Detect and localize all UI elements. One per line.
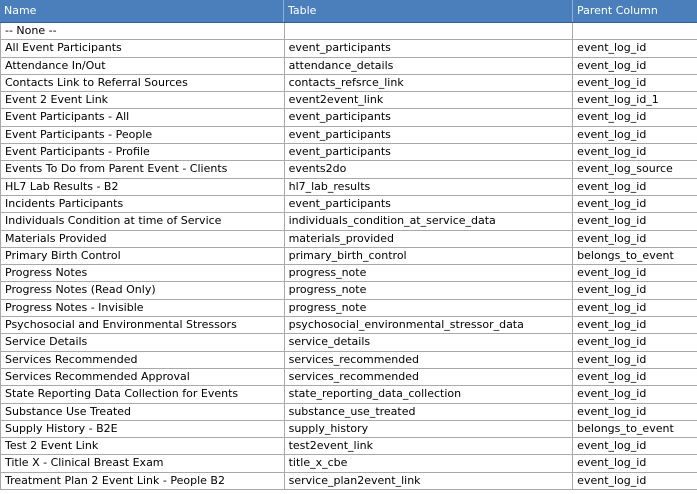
row-table-cell[interactable]: hl7_lab_results (285, 179, 574, 195)
row-name-cell[interactable]: Event 2 Event Link (1, 92, 285, 108)
row-table-cell[interactable]: event_participants (285, 109, 574, 125)
row-name-cell[interactable]: Title X - Clinical Breast Exam (1, 455, 285, 471)
row-table-cell[interactable]: title_x_cbe (285, 455, 574, 471)
row-parent-column-cell[interactable]: event_log_id (577, 352, 647, 366)
row-parent-column-cell[interactable] (573, 23, 697, 39)
table-row[interactable] (1, 421, 697, 438)
table-row[interactable] (1, 213, 697, 230)
row-parent-column-cell[interactable]: event_log_id (577, 266, 647, 280)
table-row[interactable] (1, 282, 697, 299)
row-parent-column-cell[interactable]: event_log_id (577, 179, 647, 193)
row-table-cell[interactable]: event_participants (285, 196, 574, 212)
row-table-cell[interactable]: state_reporting_data_collection (285, 386, 574, 402)
row-parent-column-cell[interactable]: event_log_id_1 (577, 93, 659, 107)
row-name-cell[interactable]: All Event Participants (1, 40, 285, 56)
row-table-cell[interactable]: progress_note (285, 265, 574, 281)
row-parent-column-cell[interactable]: event_log_id (577, 196, 647, 210)
table-row[interactable] (1, 369, 697, 386)
table-row[interactable] (1, 300, 697, 317)
grid-header (0, 0, 697, 23)
row-table-cell[interactable]: individuals_condition_at_service_data (285, 213, 574, 229)
row-name-cell[interactable]: Supply History - B2E (1, 421, 285, 437)
row-name-cell[interactable]: Services Recommended (1, 352, 285, 368)
row-name-cell[interactable]: Service Details (1, 334, 285, 350)
row-name-cell[interactable]: Event Participants - All (1, 109, 285, 125)
row-parent-column-cell[interactable]: event_log_id (577, 473, 647, 487)
row-parent-column-cell[interactable]: event_log_id (577, 283, 647, 297)
row-parent-column-cell[interactable]: event_log_id (577, 127, 647, 141)
row-name-cell[interactable]: Services Recommended Approval (1, 369, 285, 385)
table-row[interactable] (1, 386, 697, 403)
row-name-cell[interactable]: Contacts Link to Referral Sources (1, 75, 285, 91)
row-name-cell[interactable]: Events To Do from Parent Event - Clients (1, 161, 285, 177)
row-table-cell[interactable]: service_plan2event_link (285, 473, 574, 489)
table-row[interactable] (1, 473, 697, 490)
row-parent-column-cell[interactable]: event_log_source (577, 162, 673, 176)
row-name-cell[interactable]: Event Participants - Profile (1, 144, 285, 160)
row-name-cell[interactable]: Substance Use Treated (1, 404, 285, 420)
row-parent-column-cell[interactable]: event_log_id (577, 110, 647, 124)
row-name-cell[interactable]: Attendance In/Out (1, 58, 285, 74)
row-table-cell[interactable]: supply_history (285, 421, 574, 437)
table-row[interactable] (1, 179, 697, 196)
row-table-cell[interactable]: event_participants (285, 144, 574, 160)
grid-body (0, 23, 697, 490)
row-parent-column-cell[interactable]: belongs_to_event (577, 421, 674, 435)
row-table-cell[interactable]: events2do (285, 161, 574, 177)
row-parent-column-cell[interactable]: belongs_to_event (577, 248, 674, 262)
row-table-cell[interactable]: attendance_details (285, 58, 574, 74)
table-row[interactable] (1, 58, 697, 75)
row-parent-column-cell[interactable]: event_log_id (577, 439, 647, 453)
row-parent-column-cell[interactable]: event_log_id (577, 145, 647, 159)
table-row[interactable] (1, 92, 697, 109)
row-name-cell[interactable]: Test 2 Event Link (1, 438, 285, 454)
column-header-name[interactable]: Name (0, 0, 284, 22)
row-name-cell[interactable]: -- None -- (1, 23, 285, 39)
row-parent-column-cell[interactable]: event_log_id (577, 387, 647, 401)
table-row[interactable] (1, 265, 697, 282)
row-parent-column-cell[interactable]: event_log_id (577, 335, 647, 349)
table-row[interactable] (1, 231, 697, 248)
table-row[interactable] (1, 23, 697, 40)
table-row[interactable] (1, 40, 697, 57)
row-name-cell[interactable]: Treatment Plan 2 Event Link - People B2 (1, 473, 285, 489)
table-row[interactable] (1, 248, 697, 265)
table-row[interactable] (1, 75, 697, 92)
row-table-cell[interactable]: services_recommended (285, 352, 574, 368)
row-name-cell[interactable]: Incidents Participants (1, 196, 285, 212)
row-parent-column-cell[interactable]: event_log_id (577, 231, 647, 245)
table-row[interactable] (1, 161, 697, 178)
row-name-cell[interactable]: Progress Notes - Invisible (1, 300, 285, 316)
table-row[interactable] (1, 109, 697, 126)
row-table-cell[interactable]: progress_note (285, 300, 574, 316)
table-row[interactable] (1, 196, 697, 213)
row-table-cell[interactable]: psychosocial_environmental_stressor_data (285, 317, 574, 333)
column-header-table[interactable]: Table (284, 0, 573, 22)
row-name-cell[interactable]: Progress Notes (1, 265, 285, 281)
row-table-cell[interactable]: primary_birth_control (285, 248, 574, 264)
table-row[interactable] (1, 144, 697, 161)
row-name-cell[interactable]: Primary Birth Control (1, 248, 285, 264)
row-table-cell[interactable]: contacts_refsrce_link (285, 75, 574, 91)
row-table-cell[interactable]: substance_use_treated (285, 404, 574, 420)
row-parent-column-cell[interactable]: event_log_id (577, 214, 647, 228)
row-parent-column-cell[interactable]: event_log_id (577, 75, 647, 89)
row-table-cell[interactable]: test2event_link (285, 438, 574, 454)
row-table-cell[interactable]: materials_provided (285, 231, 574, 247)
table-row[interactable] (1, 334, 697, 351)
row-table-cell[interactable] (285, 23, 574, 39)
row-table-cell[interactable]: event2event_link (285, 92, 574, 108)
row-table-cell[interactable]: progress_note (285, 282, 574, 298)
row-name-cell[interactable]: Individuals Condition at time of Service (1, 213, 285, 229)
row-parent-column-cell[interactable]: event_log_id (577, 41, 647, 55)
row-parent-column-cell[interactable]: event_log_id (577, 318, 647, 332)
row-name-cell[interactable]: Event Participants - People (1, 127, 285, 143)
row-table-cell[interactable]: event_participants (285, 127, 574, 143)
row-table-cell[interactable]: event_participants (285, 40, 574, 56)
row-table-cell[interactable]: services_recommended (285, 369, 574, 385)
row-name-cell[interactable]: State Reporting Data Collection for Events (1, 386, 285, 402)
row-parent-column-cell[interactable]: event_log_id (577, 58, 647, 72)
row-parent-column-cell[interactable]: event_log_id (577, 456, 647, 470)
row-parent-column-cell[interactable]: event_log_id (577, 404, 647, 418)
table-row[interactable] (1, 404, 697, 421)
table-row[interactable] (1, 317, 697, 334)
row-parent-column-cell[interactable]: event_log_id (577, 300, 647, 314)
table-row[interactable] (1, 455, 697, 472)
table-row[interactable] (1, 127, 697, 144)
row-table-cell[interactable]: service_details (285, 334, 574, 350)
row-name-cell[interactable]: Psychosocial and Environmental Stressors (1, 317, 285, 333)
row-name-cell[interactable]: HL7 Lab Results - B2 (1, 179, 285, 195)
table-row[interactable] (1, 352, 697, 369)
row-name-cell[interactable]: Progress Notes (Read Only) (1, 282, 285, 298)
column-header-parent-column[interactable]: Parent Column (577, 4, 658, 17)
row-name-cell[interactable]: Materials Provided (1, 231, 285, 247)
row-parent-column-cell[interactable]: event_log_id (577, 369, 647, 383)
table-row[interactable] (1, 438, 697, 455)
